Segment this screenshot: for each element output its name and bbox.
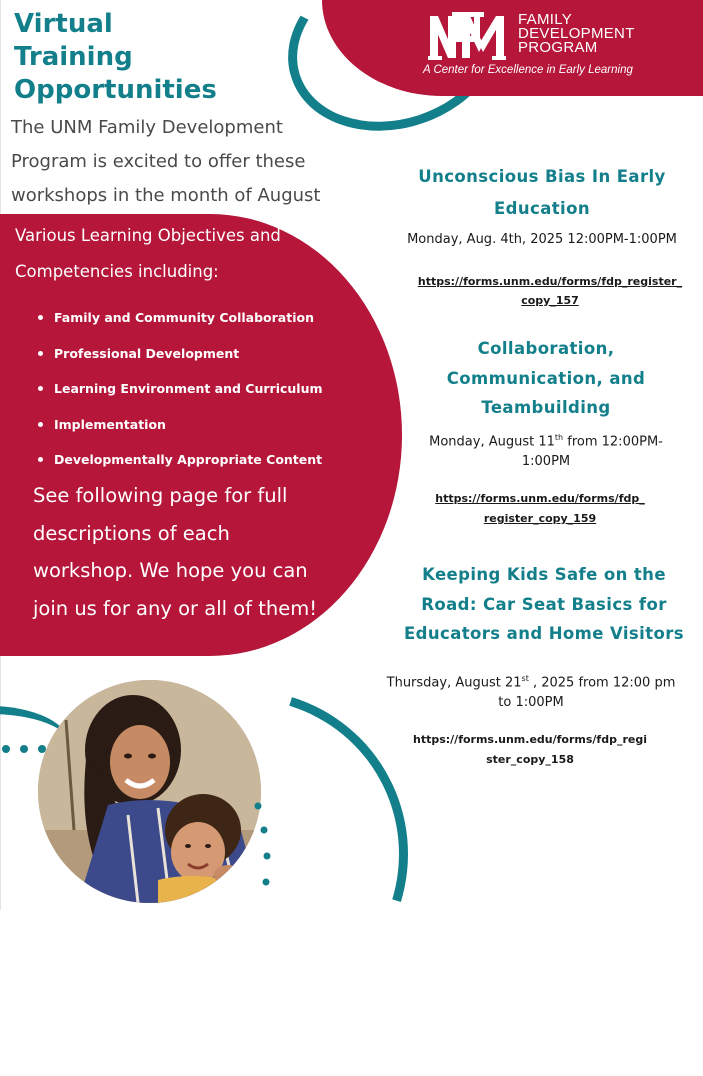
- date-text: from 12:00PM-: [563, 434, 663, 450]
- intro-line: Program is excited to offer these: [11, 151, 306, 172]
- date-text: Thursday, August 21: [386, 675, 522, 691]
- intro-line: workshops in the month of August: [11, 185, 321, 206]
- objectives-heading-line: Various Learning Objectives and: [15, 226, 281, 245]
- closing-line: descriptions of each: [33, 521, 230, 545]
- objective-item: Learning Environment and Curriculum: [36, 371, 366, 407]
- org-name-line: PROGRAM: [518, 39, 598, 56]
- workshop-register-link[interactable]: [424, 489, 656, 529]
- workshop-title-car-seat: [396, 560, 692, 649]
- closing-line: See following page for full: [33, 484, 288, 507]
- intro-text: [11, 111, 371, 213]
- objective-item: Family and Community Collaboration: [36, 300, 366, 336]
- intro-line: The UNM Family Development: [11, 117, 283, 138]
- closing-text: [33, 477, 363, 627]
- mother-child-photo: [38, 680, 261, 903]
- workshop-title-line: Educators and Home Visitors: [404, 624, 684, 643]
- objective-item-continuation: Implementation: [36, 407, 366, 443]
- workshop-register-link[interactable]: [410, 272, 690, 310]
- link-line[interactable]: https://forms.unm.edu/forms/fdp_regi: [412, 733, 647, 746]
- link-line[interactable]: https://forms.unm.edu/forms/fdp_register_: [417, 275, 683, 288]
- workshop-date: [378, 669, 684, 713]
- workshop-date: Monday, Aug. 4th, 2025 12:00PM-1:00PM: [407, 232, 677, 247]
- date-text: Monday, August 11: [429, 434, 555, 450]
- workshop-register-link[interactable]: [410, 730, 650, 770]
- workshop-title-line: Unconscious Bias In Early: [418, 167, 666, 186]
- workshop-title-collaboration: [392, 334, 700, 423]
- photo-illustration-icon: [38, 680, 261, 903]
- link-line[interactable]: ster_copy_158: [486, 753, 574, 766]
- org-tagline: A Center for Excellence in Early Learning: [423, 64, 633, 76]
- date-line: to 1:00PM: [498, 695, 564, 711]
- link-line[interactable]: https://forms.unm.edu/forms/fdp_: [435, 492, 645, 505]
- objectives-heading: [15, 218, 345, 290]
- date-text: , 2025 from 12:00 pm: [528, 675, 676, 691]
- org-name-line: FAMILY: [518, 11, 573, 28]
- decorative-dots-icon: [244, 790, 304, 900]
- date-ordinal: st: [521, 674, 529, 683]
- org-name-line: DEVELOPMENT: [518, 25, 635, 42]
- link-line[interactable]: register_copy_159: [483, 512, 597, 525]
- objective-item: Professional Development: [36, 336, 366, 372]
- closing-line: join us for any or all of them!: [33, 596, 318, 620]
- workshop-title-line: Education: [494, 199, 590, 218]
- date-line: [416, 428, 676, 452]
- workshop-date: [416, 428, 676, 472]
- closing-line: workshop. We hope you can: [33, 559, 308, 582]
- title-line: Virtual: [14, 9, 113, 39]
- page-title: [14, 8, 294, 107]
- title-line: Training: [14, 42, 133, 72]
- link-line[interactable]: copy_157: [521, 294, 579, 307]
- title-line: Opportunities: [14, 75, 217, 105]
- date-line: 1:00PM: [521, 454, 571, 470]
- workshop-title-line: Communication, and: [446, 368, 646, 388]
- workshop-title-line: Road: Car Seat Basics for: [421, 594, 667, 614]
- org-name: [518, 13, 698, 55]
- date-line: [378, 669, 684, 693]
- objectives-list: [36, 300, 366, 478]
- objectives-heading-line: Competencies including:: [15, 262, 219, 281]
- workshop-title-line: Collaboration,: [477, 339, 615, 358]
- workshop-title-unconscious-bias: [392, 161, 692, 225]
- workshop-title-line: Keeping Kids Safe on the: [422, 565, 666, 584]
- unm-logo-icon: [428, 12, 508, 62]
- objective-item: Developmentally Appropriate Content: [36, 442, 366, 478]
- workshop-title-line: Teambuilding: [481, 398, 611, 417]
- date-ordinal: th: [554, 433, 564, 442]
